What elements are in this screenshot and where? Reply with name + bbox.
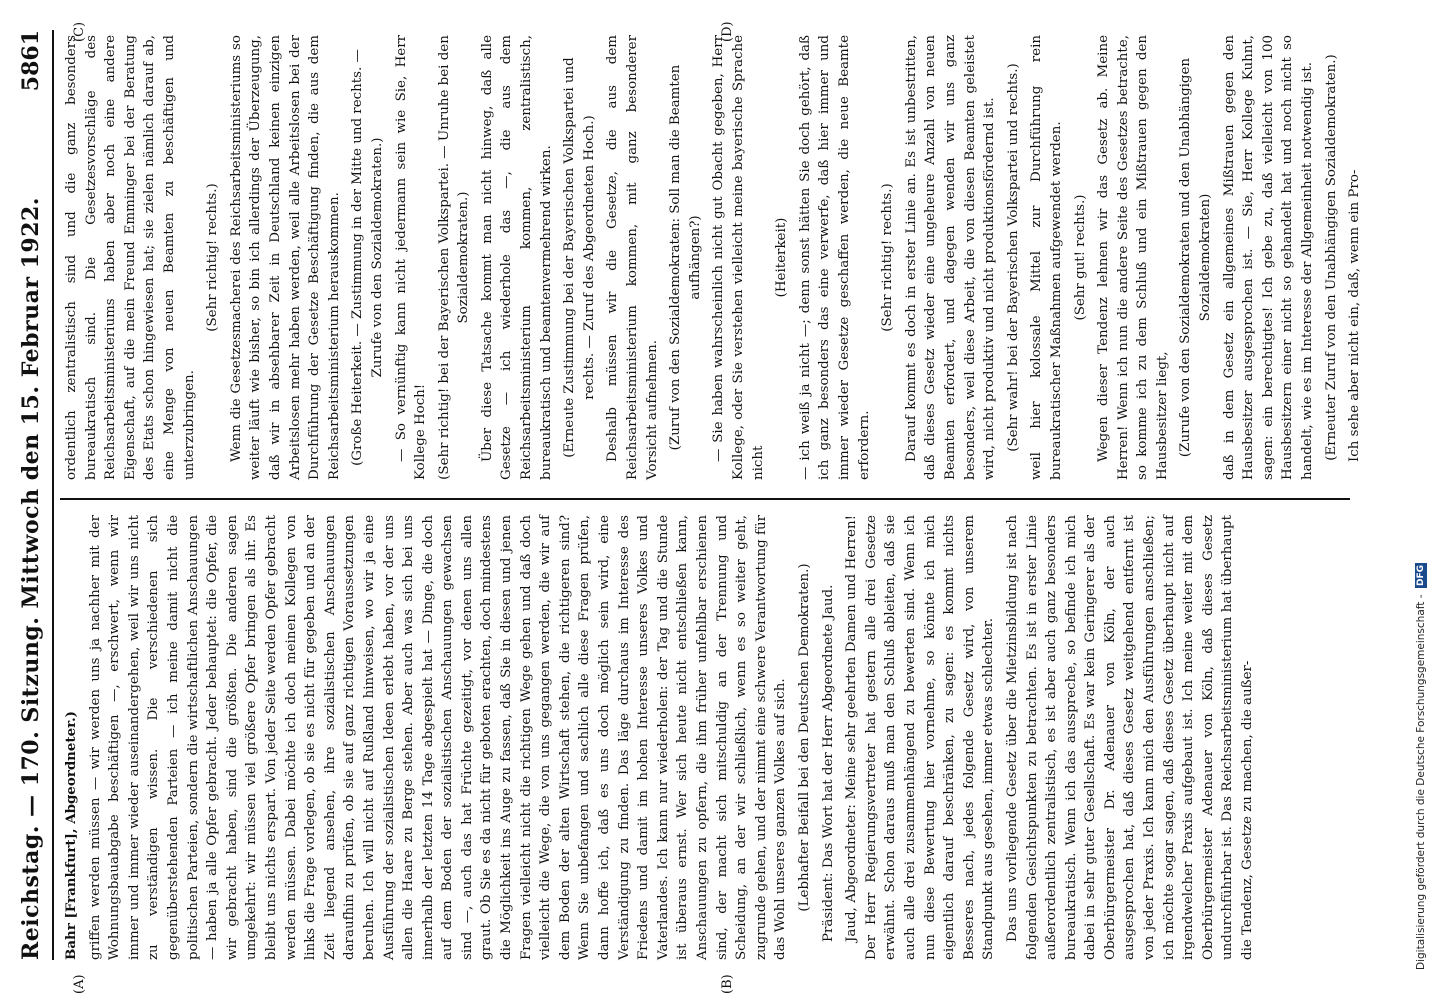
left-column: [62, 515, 1350, 960]
paragraph: daß in dem Gesetz ein allgemeines Mißtrauen gegen den Hausbesitzer ausgesprochen ist. — Sie, Herr Kollege Kuhnt, sagen: ein berechtigtes! Ich gebe zu, daß vielleicht von 100 Hausbesitzern einer nicht so gehandelt hat und noch nicht so handelt, wie es im Interesse der Allgemeinheit notwendig ist.: [1221, 35, 1316, 480]
interjection: (Große Heiterkeit. — Zustimmung in der Mitte und rechts. — Zurufe von den Sozialdemokraten.): [350, 49, 385, 466]
paragraph: Das uns vorliegende Gesetz über die Mietzinsbildung ist nach folgenden Gesichtspunkten zu betrachten. Es ist in erster Linie außerordentlich zentralistisch, es ist aber auch ganz besonders bureaukratisch. Wenn ich das ausspreche, so befinde ich mich dabei in sehr guter Gesellschaft. Es war kein Geringerer als der Oberbürgermeister Dr. Adenauer von Köln, der auch ausgesprochen hat, daß dieses Gesetz weitgehend entfernt ist von jeder Praxis. Ich kann mich den Ausführungen anschließen; ich möchte sogar sagen, daß dieses Gesetz überhaupt nicht auf irgendwelcher Praxis aufgebaut ist. Ich meine weiter mit dem Oberbürgermeister Adenauer von Köln, daß dieses Gesetz undurchführbar ist. Das Reichsarbeitsministerium hat überhaupt die Tendenz, Gesetze zu machen, die außer-: [1004, 515, 1256, 960]
paragraph: griffen werden müssen — wir werden uns ja nachher mit der Wohnungsbauabgabe beschäftigen —, erschwert, wenn wir immer und immer wieder auseinandergehen, weil wir uns nicht zu verständigen wissen. Die verschiedenen sich gegenüberstehenden Parteien — ich meine damit nicht die politischen Parteien, sondern die wirtschaftlichen Anschauungen — haben ja alle Opfer gebracht. Jeder behauptet: die Opfer, die wir gebracht haben, sind die größten. Die anderen sagen umgekehrt: wir müssen viel größere Opfer bringen als ihr. Es bleibt uns nichts erspart. Von jeder Seite werden Opfer gebracht werden müssen. Dabei möchte ich doch meinen Kollegen von links die Frage vorlegen, ob sie es nicht für gegeben und an der Zeit liegend ansehen, ihre sozialistischen Anschauungen daraufhin zu prüfen, ob sie auf ganz richtigen Voraussetzungen beruhen. Ich will nicht auf Rußland hinweisen, wo wir ja eine Ausführung der sozialistischen Ideen erlebt haben, vor der uns allen die Haare zu Berge stehen. Aber auch was sich bei uns innerhalb der letzten 14 Tage abgespielt hat — Dinge, die doch auf dem Boden der sozialistischen Anschauungen gewachsen sind —, auch das hat Früchte gezeitigt, vor denen uns allen graut. Ob Sie es da nicht für geboten erachten, doch mindestens die Möglichkeit ins Auge zu fassen, daß Sie in diesen und jenen Fragen vielleicht nicht die richtigen Wege gehen und daß doch vielleicht die Wege, die von uns gegangen werden, die wir auf dem Boden der alten Wirtschaft stehen, die richtigeren sind? Wenn Sie unbefangen und sachlich alle diese Fragen prüfen, dann hoffe ich, daß es uns doch möglich sein wird, eine Verständigung zu finden. Das läge durchaus im Interesse des Friedens und damit im hohen Interesse unseres Volkes und Vaterlandes. Ich kann nur wiederholen: der Tag und die Stunde ist überaus ernst. Wer sich heute nicht entschließen kann, Anschauungen zu opfern, die ihm früher unfehlbar erschienen sind, der macht sich mitschuldig an der Trennung und Scheidung, an der wir schließlich, wenn es so weiter geht, zugrunde gehen, und der nimmt eine schwere Verantwortung für das Wohl unseres ganzen Volkes auf sich.: [87, 515, 789, 960]
right-column: [62, 35, 1363, 480]
paragraph: Über diese Tatsache kommt man nicht hinweg, daß alle Gesetze — ich wiederhole das —, die aus dem Reichsarbeitsministerium kommen, zentralistisch, bureaukratisch und beamtenvermehrend wirken.: [479, 35, 554, 480]
interjection: (Erneute Zustimmung bei der Bayerischen Volkspartei und rechts. — Zuruf des Abgeordneten Hoch.): [562, 57, 597, 458]
interjection: (Sehr richtig! rechts.): [880, 183, 896, 332]
interjection: (Sehr richtig! bei der Bayerischen Volkspartei. — Unruhe bei den Sozialdemokraten.): [436, 35, 472, 480]
speaker-tag: Bahr [Frankfurt], Abgeordneter.): [63, 711, 79, 960]
paragraph: Wegen dieser Tendenz lehnen wir das Gesetz ab. Meine Herren! Wenn ich nun die andere Seite des Gesetzes betrachte, so komme ich zu dem Schluß und ein Mißtrauen gegen den Hausbesitzer liegt,: [1096, 35, 1170, 480]
paragraph: — Sie haben wahrscheinlich nicht gut Obacht gegeben, Herr Kollege, oder Sie verstehen vielleicht meine bayerische Sprache nicht: [711, 35, 766, 480]
paragraph: — ich weiß ja nicht —; denn sonst hätten Sie doch gehört, daß ich ganz besonders das eine verwerfe, daß hier immer und immer wieder Gesetze geschaffen werden, die neue Beamte erfordern.: [797, 35, 872, 480]
paragraph: Deshalb müssen wir die Gesetze, die aus dem Reichsarbeitsministerium kommen, mit ganz besonderer Vorsicht aufnehmen.: [605, 35, 660, 480]
paragraph: Jaud, Abgeordneter: Meine sehr geehrten Damen und Herren! Der Herr Regierungsvertreter hat gestern alle drei Gesetze erwähnt. Schon daraus muß man den Schluß ableiten, daß sie auch alle drei zusammenhängend zu bewerten sind. Wenn ich nun diese Bewertung hier vornehme, so könnte ich mich eigentlich darauf beschränken, zu sagen: es kommt nichts Besseres nach, jedes folgende Gesetz wird, von unserem Standpunkt aus gesehen, immer etwas schlechter.: [844, 515, 997, 960]
interjection: (Sehr richtig! rechts.): [205, 183, 221, 332]
interjection: (Sehr wahr! bei der Bayerischen Volkspartei und rechts.): [1005, 63, 1021, 452]
page-header: [12, 30, 54, 960]
header-title: Reichstag. — 170. Sitzung. Mittwoch den 15. Februar 1922.: [18, 197, 44, 960]
interjection: (Sehr gut! rechts.): [1072, 194, 1088, 321]
margin-marker-a: (A): [72, 974, 87, 994]
funding-note-text: Digitalisierung gefördert durch die Deutsche Forschungsgemeinschaft -: [1415, 594, 1427, 970]
margin-marker-c: (C): [72, 21, 87, 42]
interjection: (Zuruf von den Sozialdemokraten: Soll man die Beamten aufhängen?): [668, 64, 703, 451]
interjection: (Zurufe von den Sozialdemokraten und den Unabhängigen Sozialdemokraten): [1178, 57, 1214, 458]
margin-marker-b: (B): [720, 974, 735, 994]
column-divider: [60, 499, 1350, 501]
dfg-logo: DFG: [1416, 565, 1426, 587]
paragraph: Wenn die Gesetzesmacherei des Reichsarbeitsministeriums so weiter läuft wie bisher, so bin ich allerdings der Überzeugung, daß wir in absehbarer Zeit in Deutschland keinen einzigen Arbeitslosen mehr haben werden, weil alle Arbeitslosen bei der Durchführung der Gesetze Beschäftigung finden, die aus dem Reichsarbeitsministerium herauskommen.: [228, 35, 342, 480]
paragraph: Ich sehe aber nicht ein, daß, wenn ein Pro-: [1347, 169, 1363, 462]
page-number: 5861: [18, 30, 44, 92]
paragraph: weil hier kolossale Mittel zur Durchführung rein bureaukratischer Maßnahmen aufgewendet werden.: [1029, 35, 1064, 480]
margin-marker-d: (D): [720, 21, 735, 42]
paragraph: ordentlich zentralistisch sind und die ganz besonders bureaukratisch sind. Die Gesetzesvorschläge des Reichsarbeitsministeriums haben aber noch eine andere Eigenschaft, auf die mein Freund Emminger bei der Beratung des Etats schon hingewiesen hat; sie zielen nämlich darauf ab, eine Menge von neuen Beamten zu beschäftigen und unterzubringen.: [64, 35, 197, 480]
interjection: (Lebhafter Beifall bei den Deutschen Demokraten.): [796, 563, 812, 912]
funding-note: [1410, 40, 1432, 970]
paragraph: Darauf kommt es doch in erster Linie an. Es ist unbestritten, daß dieses Gesetz wieder eine ungeheure Anzahl von neuen Beamten erfordert, und dagegen wenden wir uns ganz besonders, weil diese Arbeit, die von diesen Beamten geleistet wird, nicht produktiv und nicht produktionsfördernd ist.: [903, 35, 998, 480]
interjection: (Heiterkeit): [774, 217, 790, 298]
interjection: (Erneuter Zuruf von den Unabhängigen Sozialdemokraten.): [1323, 54, 1339, 461]
paragraph: Präsident: Das Wort hat der Herr Abgeordnete Jaud.: [820, 584, 836, 942]
paragraph: — So vernünftig kann nicht jedermann sein wie Sie, Herr Kollege Hoch!: [393, 35, 429, 480]
